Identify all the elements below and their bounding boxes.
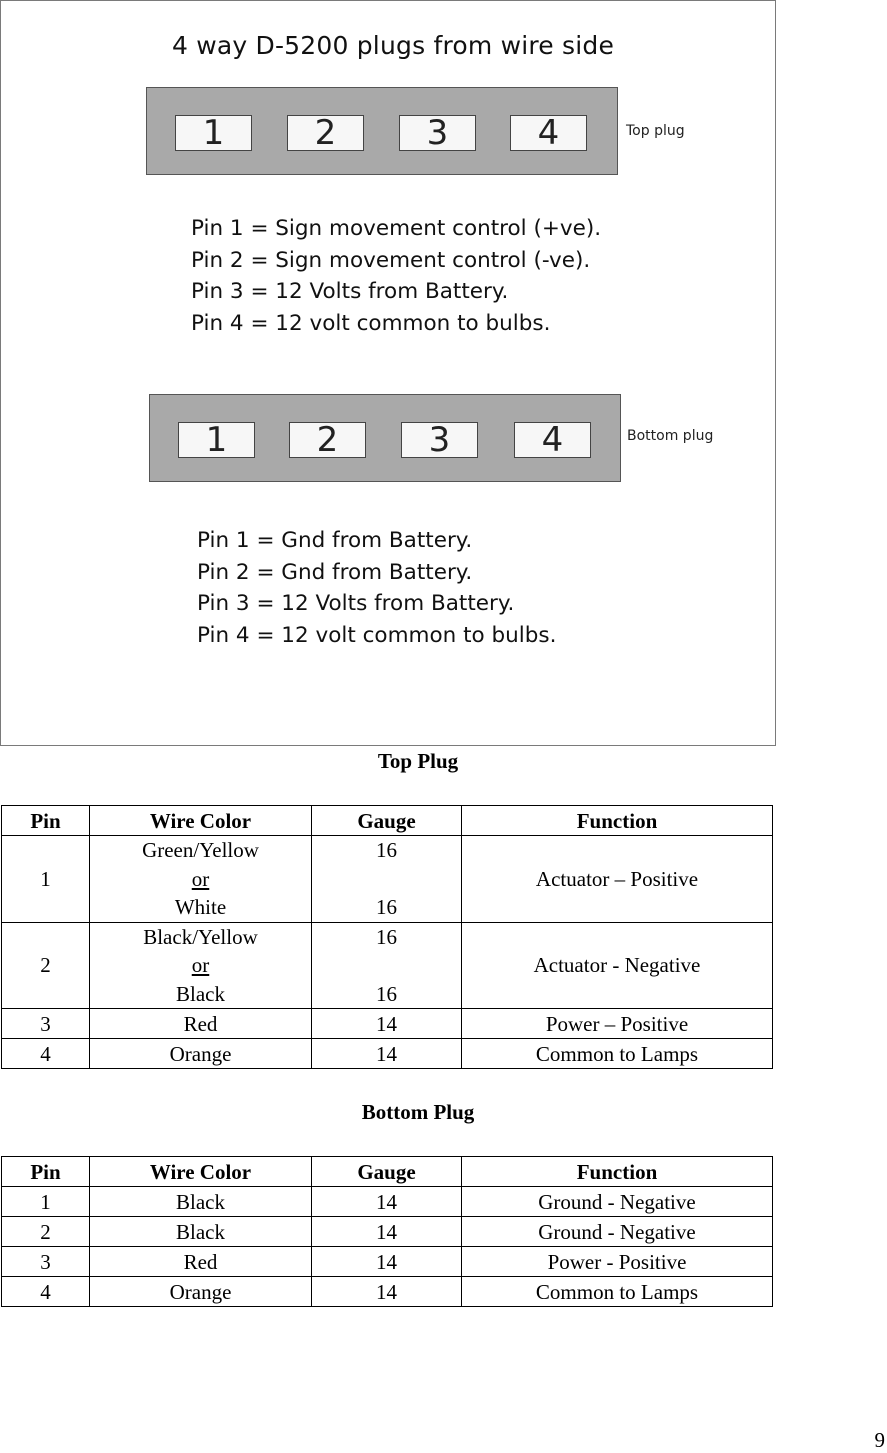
header-function: Function: [462, 1157, 773, 1187]
wire-color-alternate: Black: [176, 981, 225, 1006]
top-plug-graphic: [146, 87, 618, 175]
function-cell: Common to Lamps: [462, 1039, 773, 1069]
gauge-cell: 14: [312, 1247, 462, 1277]
pin-cell: 2: [2, 1217, 90, 1247]
top-pin-description: Pin 3 = 12 Volts from Battery.: [191, 279, 509, 304]
gauge-cell: 14: [312, 1277, 462, 1307]
header-pin: Pin: [2, 806, 90, 836]
wire-color-cell: Black: [90, 1187, 312, 1217]
pin-cell: 3: [2, 1247, 90, 1277]
bottom-pin-description: Pin 2 = Gnd from Battery.: [197, 559, 473, 585]
wire-color-cell: Orange: [90, 1039, 312, 1069]
table-header-row: [2, 806, 773, 836]
top-plug-pin-3: 3: [399, 115, 476, 151]
wire-color-alternate: White: [174, 895, 227, 919]
wire-color-cell: [90, 836, 312, 923]
gauge-cell: 14: [312, 1039, 462, 1069]
function-cell: Common to Lamps: [462, 1277, 773, 1307]
top-plug-label: Top plug: [626, 123, 685, 139]
gauge-cell: 14: [312, 1217, 462, 1247]
pin-cell: 1: [2, 1187, 90, 1217]
table-row: [2, 1039, 773, 1069]
wire-color-cell: Black: [90, 1217, 312, 1247]
bottom-pin-description: Pin 4 = 12 volt common to bulbs.: [197, 622, 557, 648]
bottom-plug-table-title: Bottom Plug: [361, 1100, 475, 1124]
header-wire-color: Wire Color: [90, 806, 312, 836]
pin-cell: 4: [2, 1039, 90, 1069]
bottom-plug-table: [1, 1156, 773, 1307]
gauge-primary: 16: [376, 838, 397, 862]
bottom-pin-description: Pin 1 = Gnd from Battery.: [197, 528, 473, 553]
header-pin: Pin: [2, 1157, 90, 1187]
or-separator: or: [191, 866, 210, 891]
gauge-cell: 14: [312, 1009, 462, 1039]
top-plug-table: [1, 805, 773, 1069]
diagram-title: 4 way D-5200 plugs from wire side: [171, 31, 615, 60]
pin-cell: 2: [2, 922, 90, 1009]
plug-diagram: [0, 0, 776, 746]
function-cell: Actuator - Negative: [462, 922, 773, 1009]
gauge-alternate: 16: [376, 895, 397, 919]
pin-cell: 4: [2, 1277, 90, 1307]
bottom-plug-pin-2: 2: [289, 422, 366, 458]
wire-color-cell: Red: [90, 1247, 312, 1277]
or-separator: or: [191, 953, 210, 977]
top-pin-description: Pin 2 = Sign movement control (-ve).: [191, 247, 591, 273]
gauge-primary: 16: [376, 924, 397, 949]
bottom-plug-pin-1: 1: [178, 422, 255, 458]
gauge-cell: 14: [312, 1187, 462, 1217]
top-plug-table-title: Top Plug: [377, 749, 459, 773]
gauge-cell: [312, 922, 462, 1009]
function-cell: Ground - Negative: [462, 1187, 773, 1217]
wire-color-cell: Red: [90, 1009, 312, 1039]
function-cell: Power – Positive: [462, 1009, 773, 1039]
top-plug-pin-1: 1: [175, 115, 252, 151]
header-gauge: Gauge: [312, 1157, 462, 1187]
gauge-alternate: 16: [376, 981, 397, 1006]
gauge-cell: [312, 836, 462, 923]
table-row: [2, 922, 773, 1009]
function-cell: Actuator – Positive: [462, 836, 773, 923]
wire-color-primary: Black/Yellow: [143, 924, 258, 949]
table-row: [2, 1217, 773, 1247]
top-plug-pin-4: 4: [510, 115, 587, 151]
function-cell: Power - Positive: [462, 1247, 773, 1277]
top-pin-description: Pin 4 = 12 volt common to bulbs.: [191, 310, 551, 336]
bottom-plug-pin-4: 4: [514, 422, 591, 458]
table-row: [2, 1187, 773, 1217]
header-function: Function: [462, 806, 773, 836]
header-wire-color: Wire Color: [90, 1157, 312, 1187]
bottom-plug-label: Bottom plug: [627, 428, 714, 444]
page-number: 9: [874, 1428, 885, 1452]
table-row: [2, 1009, 773, 1039]
bottom-plug-pin-descriptions: [197, 525, 556, 651]
bottom-plug-pin-3: 3: [401, 422, 478, 458]
bottom-plug-graphic: [149, 394, 621, 482]
pin-cell: 1: [2, 836, 90, 923]
pin-cell: 3: [2, 1009, 90, 1039]
table-row: [2, 836, 773, 923]
top-plug-pin-descriptions: [191, 213, 601, 339]
wire-color-primary: Green/Yellow: [142, 838, 259, 862]
table-row: [2, 1247, 773, 1277]
header-gauge: Gauge: [312, 806, 462, 836]
wire-color-cell: Orange: [90, 1277, 312, 1307]
wire-color-cell: [90, 922, 312, 1009]
top-plug-pin-2: 2: [287, 115, 364, 151]
top-pin-description: Pin 1 = Sign movement control (+ve).: [191, 216, 602, 241]
table-row: [2, 1277, 773, 1307]
function-cell: Ground - Negative: [462, 1217, 773, 1247]
table-header-row: [2, 1157, 773, 1187]
bottom-pin-description: Pin 3 = 12 Volts from Battery.: [197, 591, 515, 616]
